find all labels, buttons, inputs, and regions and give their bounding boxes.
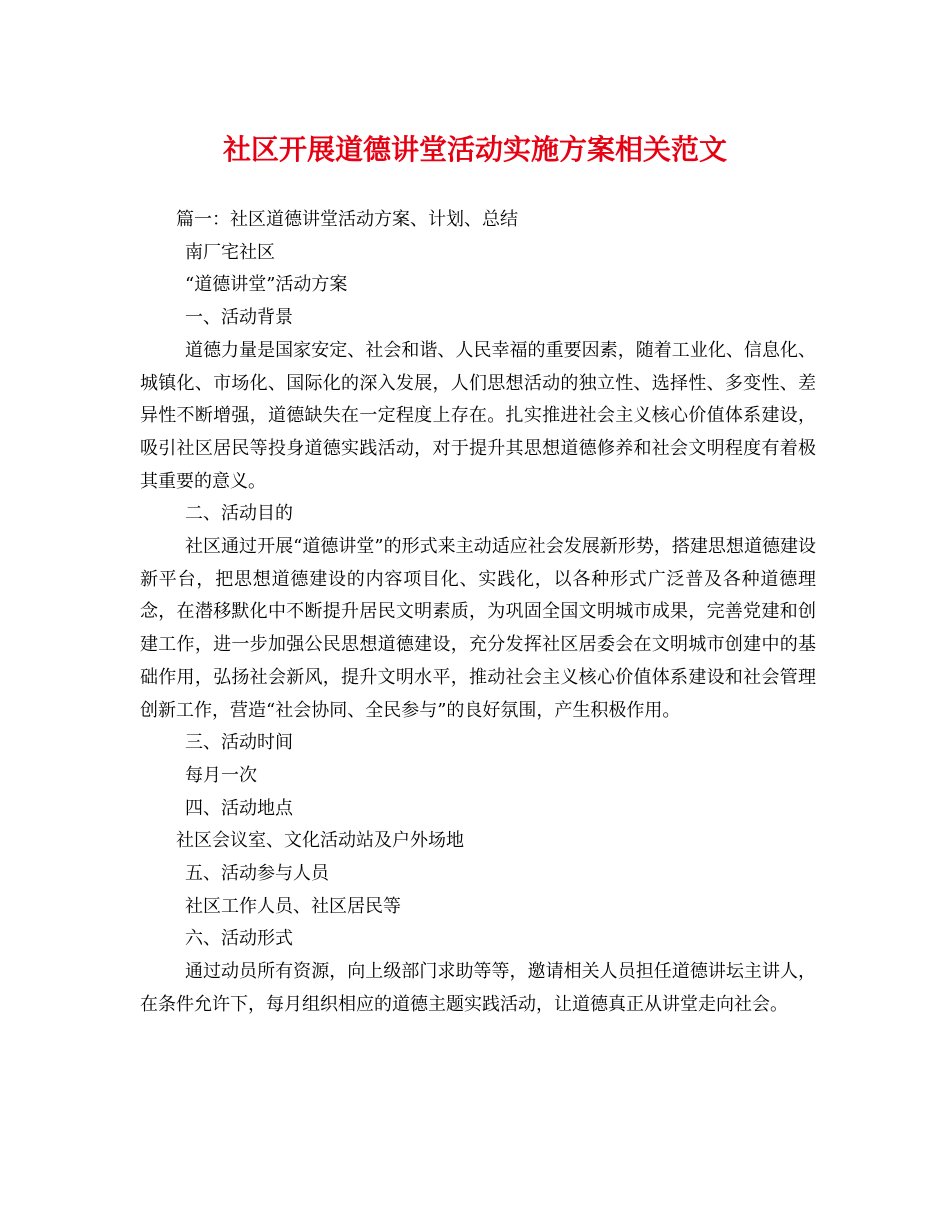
community-name: 南厂宅社区 <box>185 241 275 263</box>
heading-purpose: 二、活动目的 <box>185 503 293 525</box>
document-title: 社区开展道德讲堂活动实施方案相关范文 <box>222 133 727 166</box>
plan-title: “道德讲堂”活动方案 <box>185 274 348 296</box>
heading-background: 一、活动背景 <box>185 307 293 329</box>
paragraph-purpose: 社区通过开展“道德讲堂”的形式来主动适应社会发展新形势，搭建思想道德建设新平台，把思想道德建设的内容项目化、实践化，以各种形式广泛普及各种道德理念，在潜移默化中不断提升居民文明素质，为巩固全国文明城市成果，完善党建和创建工作，进一步加强公民思想道德建设，充分发挥社区居委会在文明城市创建中的基础作用，弘扬社会新风，提升文明水平，推动社会主义核心价值体系建设和社会管理创新工作，营造“社会协同、全民参与”的良好氛围，产生积极作用。 <box>140 536 816 721</box>
paragraph-background: 道德力量是国家安定、社会和谐、人民幸福的重要因素，随着工业化、信息化、城镇化、市场化、国际化的深入发展，人们思想活动的独立性、选择性、多变性、差异性不断增强，道德缺失在一定程度上存在。扎实推进社会主义核心价值体系建设，吸引社区居民等投身道德实践活动，对于提升其思想道德修养和社会文明程度有着极其重要的意义。 <box>140 339 816 492</box>
heading-location: 四、活动地点 <box>185 797 293 819</box>
paragraph-participants: 社区工作人员、社区居民等 <box>185 895 401 917</box>
paragraph-time: 每月一次 <box>185 764 257 786</box>
heading-time: 三、活动时间 <box>185 732 293 754</box>
heading-format: 六、活动形式 <box>185 928 293 950</box>
section-heading: 篇一：社区道德讲堂活动方案、计划、总结 <box>176 209 518 230</box>
heading-participants: 五、活动参与人员 <box>185 863 329 885</box>
document-body <box>140 204 816 1022</box>
paragraph-format: 通过动员所有资源，向上级部门求助等等，邀请相关人员担任道德讲坛主讲人，在条件允许下，每月组织相应的道德主题实践活动，让道德真正从讲堂走向社会。 <box>140 961 816 1015</box>
paragraph-location: 社区会议室、文化活动站及户外场地 <box>176 830 464 852</box>
